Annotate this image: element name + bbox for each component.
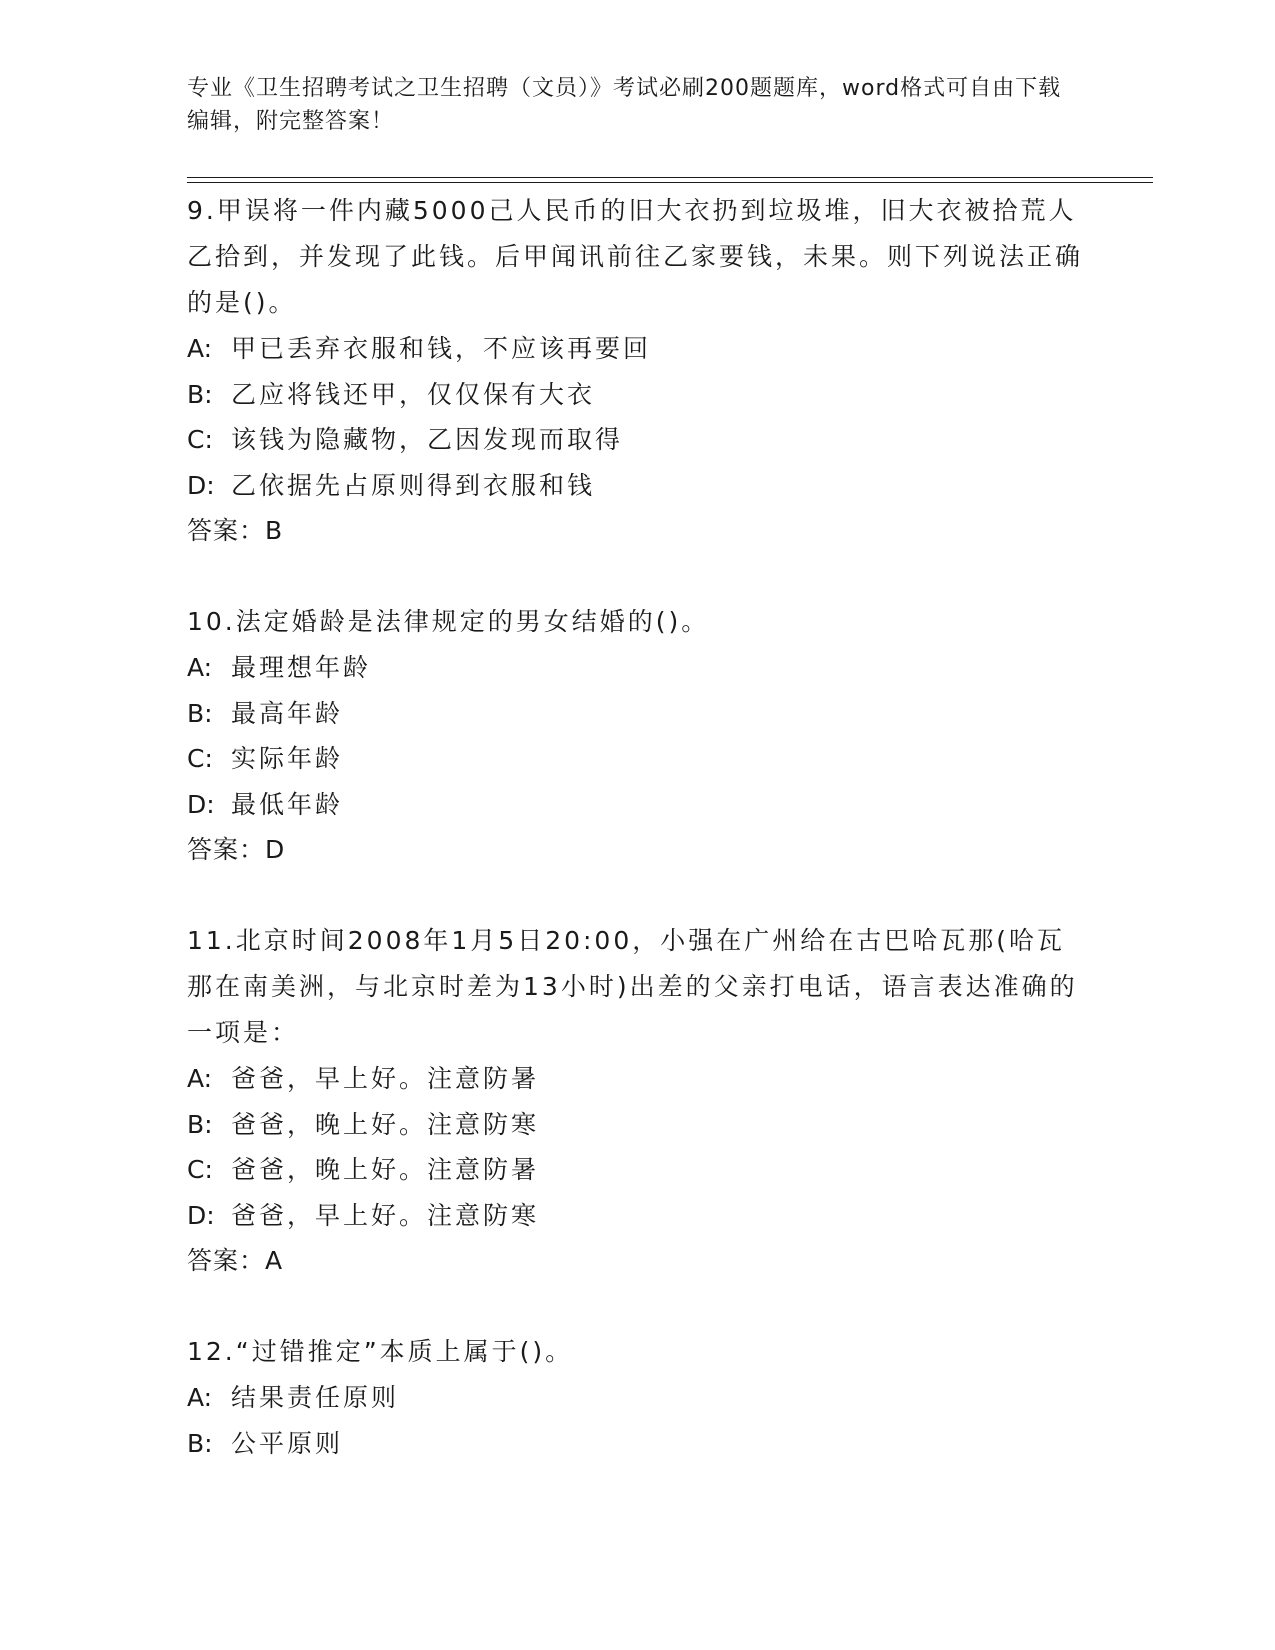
document-header: 专业《卫生招聘考试之卫生招聘（文员）》考试必刷200题题库，word格式可自由下载编辑，附完整答案！: [187, 76, 1062, 134]
option-letter: C:: [187, 425, 213, 454]
option-b: [187, 1102, 1087, 1148]
option-text: 最高年龄: [231, 698, 344, 728]
option-c: [187, 1147, 1087, 1193]
option-text: 最低年龄: [231, 789, 344, 819]
option-text: 爸爸，早上好。注意防暑: [231, 1064, 540, 1093]
option-b: [187, 1421, 1087, 1467]
option-letter: A:: [187, 1383, 213, 1412]
question-10: [187, 599, 1087, 873]
option-letter: D:: [187, 1200, 215, 1230]
option-a: [187, 1056, 1087, 1102]
option-text: 甲已丢弃衣服和钱，不应该再要回: [231, 334, 652, 363]
question-9: [187, 188, 1087, 554]
option-text: 最理想年龄: [231, 653, 372, 682]
option-d: [187, 1193, 1087, 1239]
option-b: [187, 372, 1087, 418]
option-d: [187, 463, 1087, 509]
option-c: [187, 736, 1087, 782]
question-stem: 9.甲误将一件内藏5000己人民币的旧大衣扔到垃圾堆，旧大衣被拾荒人乙拾到，并发现了此钱。后甲闻讯前往乙家要钱，未果。则下列说法正确的是()。: [187, 196, 1084, 317]
option-text: 爸爸，早上好。注意防寒: [231, 1200, 540, 1230]
option-letter: C:: [187, 1155, 213, 1184]
option-text: 乙依据先占原则得到衣服和钱: [231, 470, 596, 500]
option-text: 公平原则: [231, 1428, 344, 1458]
option-letter: A:: [187, 653, 213, 682]
option-letter: B:: [187, 379, 213, 409]
spacer: [187, 1284, 1087, 1329]
option-letter: B:: [187, 1109, 213, 1139]
option-text: 实际年龄: [231, 744, 344, 773]
option-a: [187, 326, 1087, 372]
spacer: [187, 554, 1087, 599]
question-12: [187, 1329, 1087, 1466]
option-b: [187, 691, 1087, 737]
spacer: [187, 873, 1087, 918]
option-a: [187, 645, 1087, 691]
header-divider-top: [187, 177, 1153, 178]
question-stem: 12.“过错推定”本质上属于()。: [187, 1337, 574, 1366]
option-text: 结果责任原则: [231, 1383, 400, 1412]
option-letter: B:: [187, 698, 213, 728]
question-stem: 11.北京时间2008年1月5日20:00，小强在广州给在古巴哈瓦那(哈瓦那在南美洲，与北京时差为13小时)出差的父亲打电话，语言表达准确的一项是：: [187, 926, 1078, 1047]
option-letter: B:: [187, 1428, 213, 1458]
question-stem: 10.法定婚龄是法律规定的男女结婚的()。: [187, 607, 710, 636]
option-text: 爸爸，晚上好。注意防寒: [231, 1109, 540, 1139]
answer-line: 答案：B: [187, 516, 284, 545]
option-letter: D:: [187, 470, 215, 500]
answer-line: 答案：D: [187, 835, 286, 864]
option-letter: A:: [187, 1064, 213, 1093]
question-11: [187, 918, 1087, 1284]
option-text: 乙应将钱还甲，仅仅保有大衣: [231, 379, 596, 409]
option-text: 该钱为隐藏物，乙因发现而取得: [231, 425, 624, 454]
header-divider-bottom: [187, 182, 1153, 183]
option-letter: A:: [187, 334, 213, 363]
option-letter: C:: [187, 744, 213, 773]
option-text: 爸爸，晚上好。注意防暑: [231, 1155, 540, 1184]
option-d: [187, 782, 1087, 828]
option-a: [187, 1375, 1087, 1421]
option-letter: D:: [187, 789, 215, 819]
question-list: [187, 188, 1087, 1466]
answer-line: 答案：A: [187, 1246, 284, 1275]
option-c: [187, 417, 1087, 463]
